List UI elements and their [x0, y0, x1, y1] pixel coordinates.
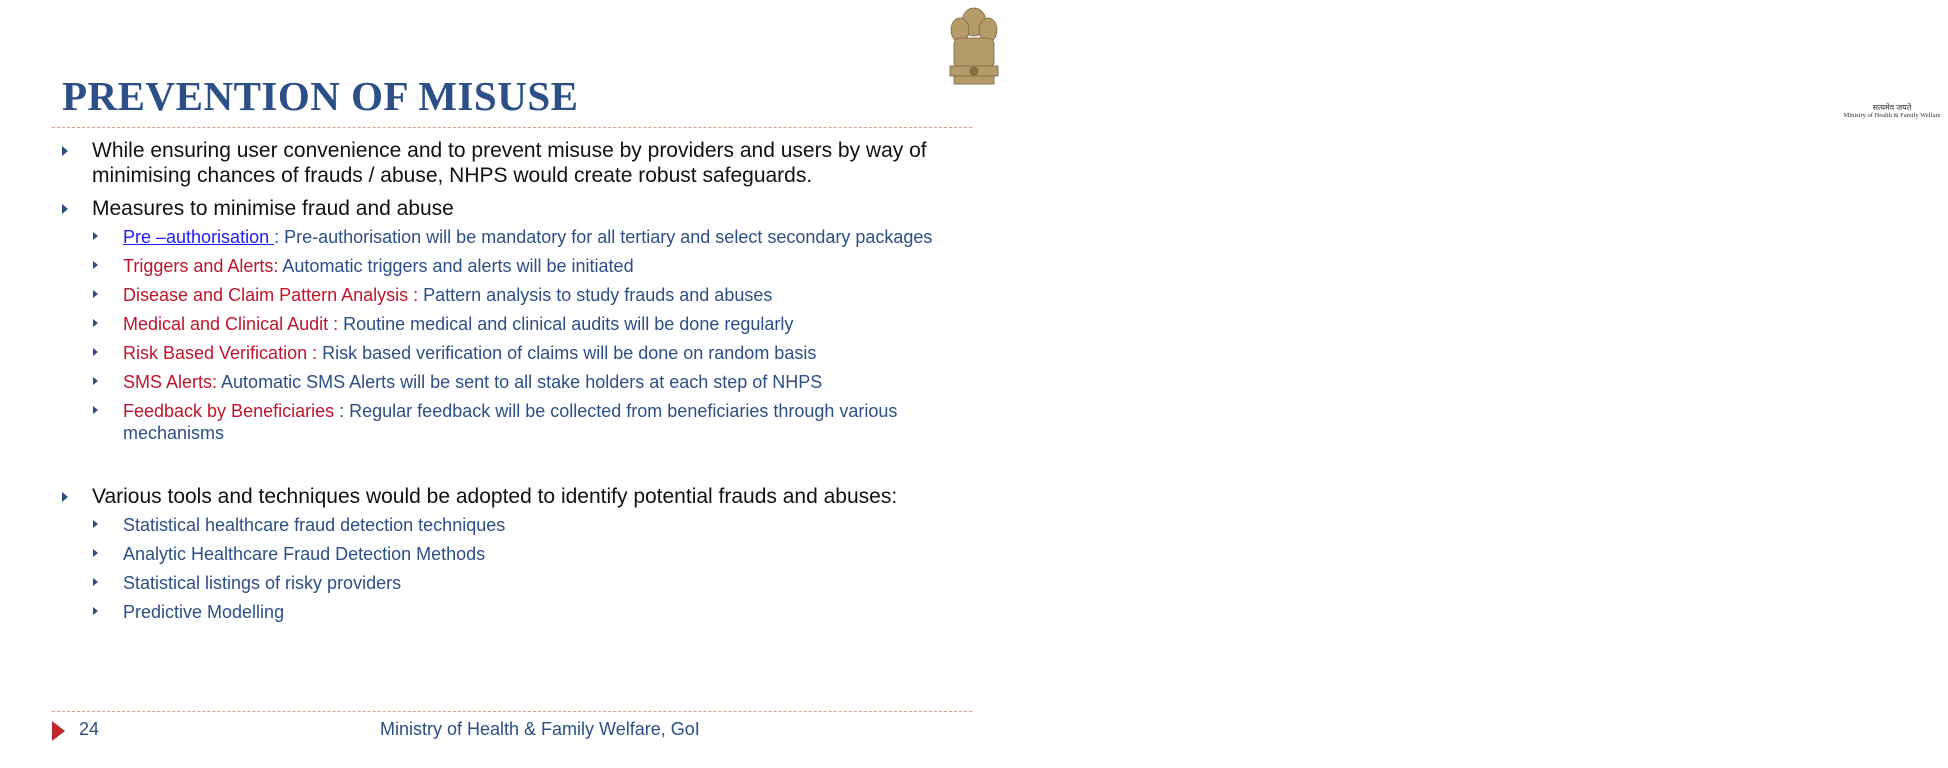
page-number: 24 — [79, 719, 100, 739]
bullet-arrow-icon — [93, 520, 98, 528]
tool-item — [93, 543, 962, 565]
slide-body — [62, 138, 962, 623]
emblem-motto: सत्यमेव जयते — [1872, 103, 1912, 112]
measure-desc: Automatic SMS Alerts will be sent to all stake holders at each step of NHPS — [217, 372, 823, 392]
measure-term: Medical and Clinical Audit : — [123, 314, 339, 334]
bullet-arrow-icon — [93, 549, 98, 557]
measure-item-feedback — [93, 400, 962, 444]
bullet-arrow-icon — [62, 492, 68, 502]
measure-item-preauth — [93, 226, 962, 248]
bullet-arrow-icon — [93, 607, 98, 615]
tool-text: Statistical listings of risky providers — [123, 573, 402, 593]
tool-text: Analytic Healthcare Fraud Detection Methods — [123, 544, 486, 564]
footer-divider — [52, 711, 972, 712]
measure-term: Disease and Claim Pattern Analysis : — [123, 285, 419, 305]
measure-term: Triggers and Alerts: — [123, 256, 279, 276]
bullet-arrow-icon — [93, 290, 98, 298]
tool-item — [93, 601, 962, 623]
measure-desc: Automatic triggers and alerts will be initiated — [278, 256, 634, 276]
measure-item-triggers — [93, 255, 962, 277]
bullet-arrow-icon — [93, 406, 98, 414]
footer-ministry-text: Ministry of Health & Family Welfare, GoI — [380, 719, 700, 739]
slide-title: PREVENTION OF MISUSE — [62, 73, 579, 119]
tool-item — [93, 572, 962, 594]
measure-separator: : — [334, 401, 345, 421]
emblem-caption — [1836, 104, 1948, 120]
bullet-measures — [62, 196, 962, 221]
tool-text: Predictive Modelling — [123, 602, 285, 622]
emblem-ministry-text: Ministry of Health & Family Welfare — [1843, 112, 1941, 119]
bullet-arrow-icon — [93, 319, 98, 327]
title-divider — [52, 127, 972, 128]
measure-desc: Routine medical and clinical audits will be done regularly — [338, 314, 794, 334]
preauthorisation-link[interactable]: Pre –authorisation — [123, 227, 275, 247]
measure-term: SMS Alerts: — [123, 372, 218, 392]
bullet-text: Various tools and techniques would be adopted to identify potential frauds and abuses: — [92, 485, 898, 508]
measure-separator: : — [274, 227, 280, 247]
tool-text: Statistical healthcare fraud detection techniques — [123, 515, 506, 535]
measure-desc: Risk based verification of claims will be done on random basis — [317, 343, 817, 363]
bullet-text: While ensuring user convenience and to prevent misuse by providers and users by way of minimising chances of frauds / abuse, NHPS would create robust safeguards. — [92, 139, 927, 187]
national-emblem-logo — [924, 4, 1941, 119]
bullet-safeguards — [62, 138, 962, 188]
footer-arrow-icon — [52, 721, 65, 741]
measure-term: Feedback by Beneficiaries — [123, 401, 335, 421]
bullet-arrow-icon — [62, 204, 68, 214]
bullet-arrow-icon — [93, 348, 98, 356]
measure-item-audit — [93, 313, 962, 335]
bullet-text: Measures to minimise fraud and abuse — [92, 197, 454, 220]
bullet-arrow-icon — [62, 146, 68, 156]
bullet-tools — [62, 484, 962, 509]
measure-desc: Pattern analysis to study frauds and abuses — [418, 285, 773, 305]
measure-term: Risk Based Verification : — [123, 343, 318, 363]
bullet-arrow-icon — [93, 261, 98, 269]
bullet-arrow-icon — [93, 232, 98, 240]
bullet-arrow-icon — [93, 578, 98, 586]
measure-item-sms-alerts — [93, 371, 962, 393]
bullet-arrow-icon — [93, 377, 98, 385]
measure-item-risk-verification — [93, 342, 962, 364]
measure-desc: Regular feedback will be collected from beneficiaries through various mechanisms — [123, 401, 898, 443]
measure-item-pattern-analysis — [93, 284, 962, 306]
tool-item — [93, 514, 962, 536]
measure-desc: Pre-authorisation will be mandatory for all tertiary and select secondary packages — [279, 227, 933, 247]
